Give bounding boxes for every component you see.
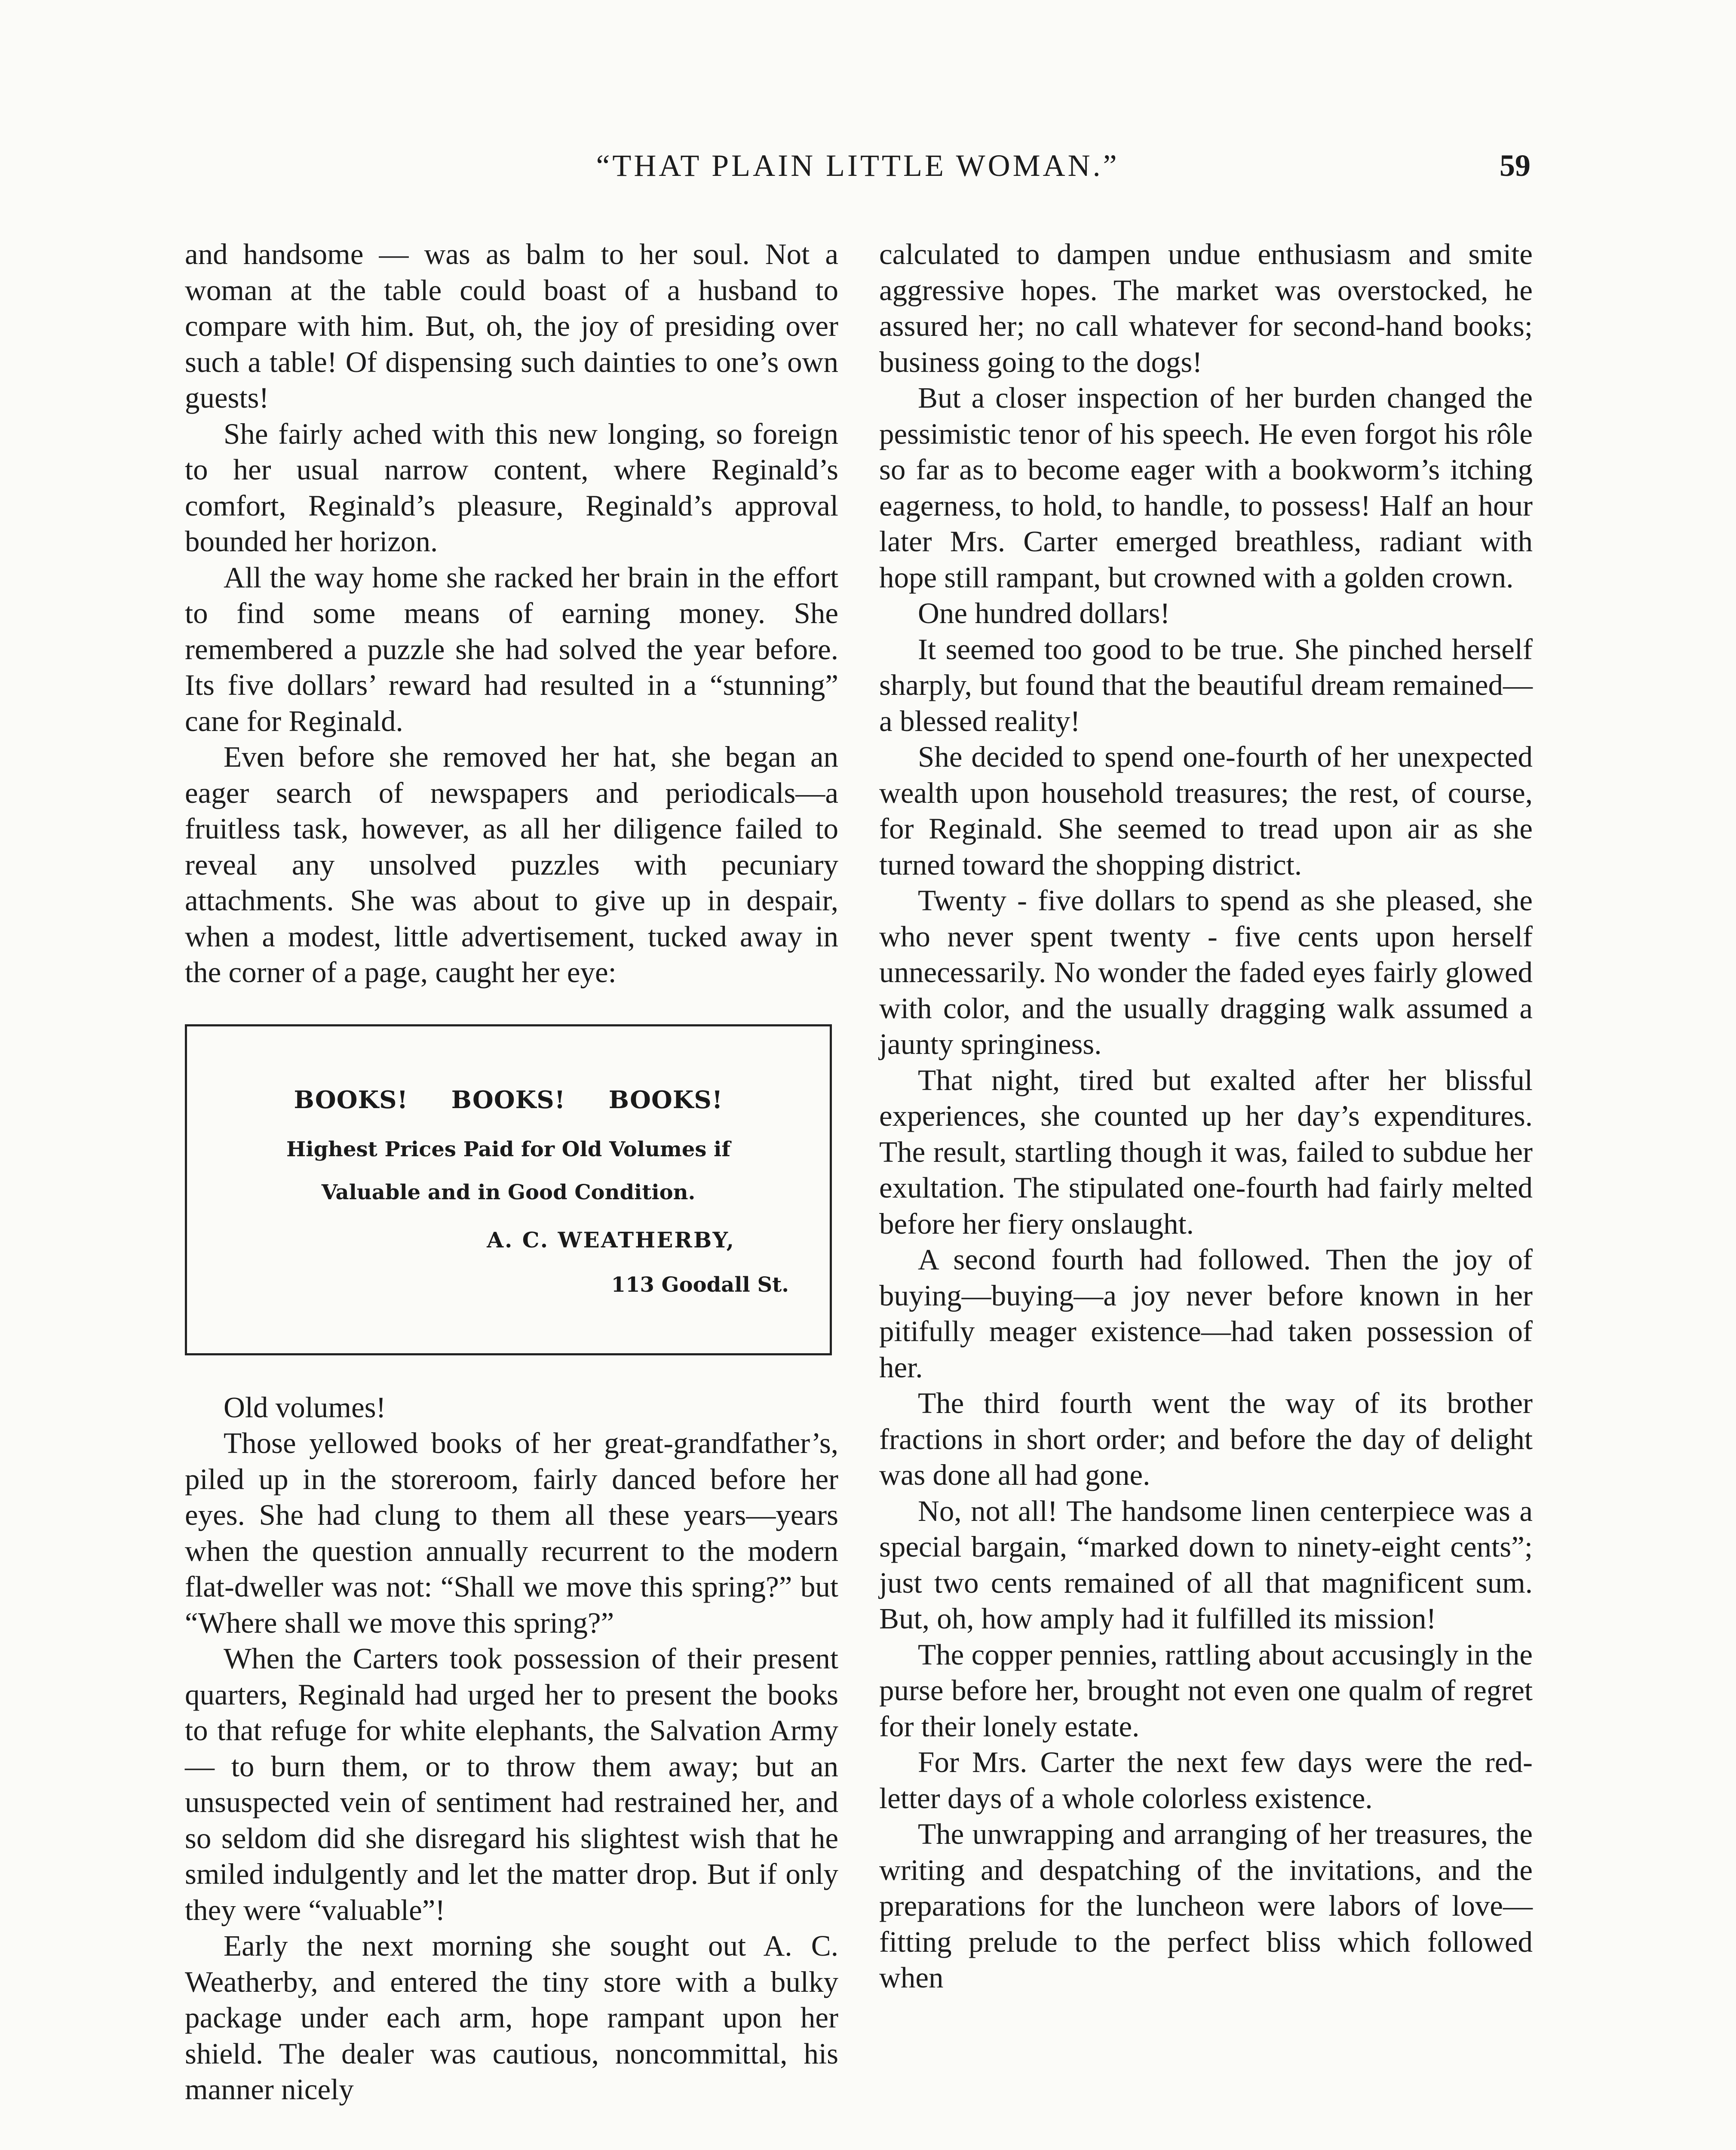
ad-headline: BOOKS! BOOKS! BOOKS! — [294, 1085, 723, 1114]
paragraph: and handsome — was as balm to her soul. Not a woman at the table could boast of a husband to compare with him. But, oh, the joy of presiding over such a table! Of dispensing such dainties to one’s own guests! — [185, 238, 838, 414]
paragraph: Old volumes! — [224, 1391, 386, 1424]
ad-dealer-name: A. C. WEATHERBY, — [487, 1227, 735, 1253]
paragraph: When the Carters took possession of their present quarters, Reginald had urged her to present the books to that refuge for white elephants, the Salvation Army — to burn them, or to throw them away; but an unsuspected vein of sentiment had restrained her, and so seldom did she disregard his slightest wish that he smiled indulgently and let the matter drop. But if only they were “valuable”! — [185, 1642, 838, 1926]
paragraph: The copper pennies, rattling about accusingly in the purse before her, brought not even one qualm of regret for their lonely estate. — [879, 1638, 1533, 1743]
paragraph: Even before she removed her hat, she began an eager search of newspapers and periodicals—a fruitless task, however, as all her diligence failed to reveal any unsolved puzzles with pecuniary attachments. She was about to give up in despair, when a modest, little advertisement, tucked away in the corner of a page, caught her eye: — [185, 740, 838, 989]
paragraph: No, not all! The handsome linen centerpiece was a special bargain, “marked down to ninety-eight cents”; just two cents remained of all that magnificent sum. But, oh, how amply had it fulfilled its mission! — [879, 1494, 1533, 1635]
paragraph: That night, tired but exalted after her blissful experiences, she counted up her day’s expenditures. The result, startling though it was, failed to subdue her exultation. The stipulated one-fourth had fairly melted before her fiery onslaught. — [879, 1063, 1533, 1240]
paragraph: A second fourth had followed. Then the joy of buying—buying—a joy never before known in her pitifully meager existence—had taken possession of her. — [879, 1243, 1533, 1384]
paragraph: She decided to spend one-fourth of her unexpected wealth upon household treasures; the rest, of course, for Reginald. She seemed to tread upon air as she turned toward the shopping district. — [879, 740, 1533, 881]
paragraph: For Mrs. Carter the next few days were the red-letter days of a whole colorless existence. — [879, 1746, 1533, 1815]
paragraph: The unwrapping and arranging of her treasures, the writing and despatching of the invitations, and the preparations for the luncheon were labors of love—fitting prelude to the perfect bliss which followed when — [879, 1818, 1533, 1994]
ad-address: 113 Goodall St. — [611, 1272, 789, 1297]
right-column — [879, 236, 1533, 1996]
paragraph: Twenty - five dollars to spend as she pleased, she who never spent twenty - five cents upon herself unnecessarily. No wonder the faded eyes fairly glowed with color, and the usually dragging walk assumed a jaunty springiness. — [879, 884, 1533, 1060]
paragraph: Those yellowed books of her great-grandfather’s, piled up in the storeroom, fairly danced before her eyes. She had clung to them all these years—years when the question annually recurrent to the modern flat-dweller was not: “Shall we move this spring?” but “Where shall we move this spring?” — [185, 1427, 838, 1639]
paragraph: One hundred dollars! — [918, 597, 1170, 630]
paragraph: The third fourth went the way of its brother fractions in short order; and before the day of delight was done all had gone. — [879, 1387, 1533, 1491]
paragraph: Early the next morning she sought out A. C. Weatherby, and entered the tiny store with a bulky package under each arm, hope rampant upon her shield. The dealer was cautious, noncommittal, his manner nicely — [185, 1929, 838, 2106]
paragraph: calculated to dampen undue enthusiasm and smite aggressive hopes. The market was overstocked, he assured her; no call whatever for second-hand books; business going to the dogs! — [879, 238, 1533, 378]
ad-text-line: Valuable and in Good Condition. — [321, 1180, 696, 1204]
running-title: “THAT PLAIN LITTLE WOMAN.” — [596, 148, 1120, 183]
paragraph: It seemed too good to be true. She pinched herself sharply, but found that the beautiful dream remained—a blessed reality! — [879, 633, 1533, 737]
paragraph: She fairly ached with this new longing, so foreign to her usual narrow content, where Reginald’s comfort, Reginald’s pleasure, Reginald’s approval bounded her horizon. — [185, 417, 838, 558]
paragraph: But a closer inspection of her burden changed the pessimistic tenor of his speech. He even forgot his rôle so far as to become eager with a bookworm’s itching eagerness, to hold, to handle, to possess! Half an hour later Mrs. Carter emerged breathless, radiant with hope still rampant, but crowned with a golden crown. — [879, 381, 1533, 594]
ad-text-line: Highest Prices Paid for Old Volumes if — [286, 1137, 730, 1161]
paragraph: All the way home she racked her brain in the effort to find some means of earning money. She remembered a puzzle she had solved the year before. Its five dollars’ reward had resulted in a “stunning” cane for Reginald. — [185, 561, 838, 737]
page-header — [185, 144, 1531, 191]
book-advertisement — [185, 1024, 832, 1355]
page-number: 59 — [1500, 148, 1531, 183]
left-column — [185, 236, 838, 2108]
